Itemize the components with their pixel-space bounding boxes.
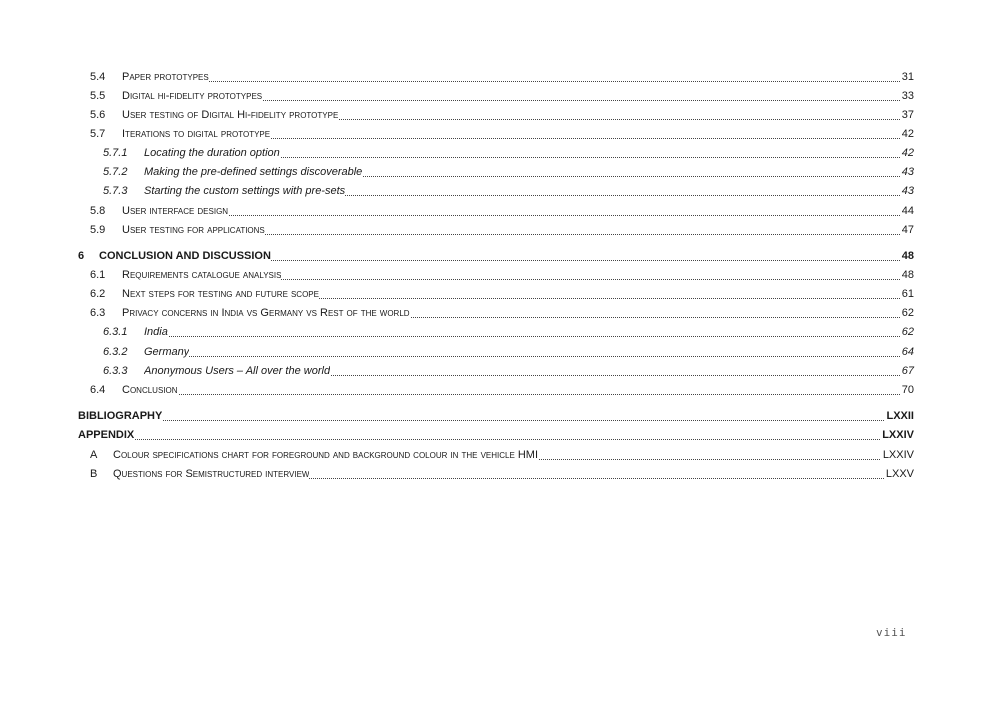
toc-entry-page: 48 [901,250,914,262]
toc-entry[interactable] [0,383,1000,399]
toc-entry-page: 37 [901,109,914,121]
toc-entry[interactable] [0,89,1000,105]
toc-entry-number: B [90,468,98,480]
dot-leader [122,394,912,395]
toc-entry-number: 6.3.3 [103,365,128,377]
toc-entry-number: 5.5 [90,90,106,102]
toc-entry-page: 62 [901,326,914,338]
toc-entry-title: User testing of Digital Hi-fidelity prototype [122,109,339,121]
toc-entry[interactable] [0,325,1000,341]
toc-entry-number: 5.4 [90,71,106,83]
toc-entry-page: 42 [901,147,914,159]
toc-entry-title: Germany [144,346,190,358]
toc-entry-title: APPENDIX [78,429,135,441]
toc-entry-title: BIBLIOGRAPHY [78,410,163,422]
toc-entry-title: Anonymous Users – All over the world [144,365,331,377]
toc-entry-page: LXXII [886,410,914,422]
toc-entry-title: Requirements catalogue analysis [122,269,282,281]
toc-entry[interactable] [0,467,1000,483]
toc-entry-number: 6.3.1 [103,326,128,338]
toc-entry-page: LXXIV [882,449,914,461]
toc-entry-title: Privacy concerns in India vs Germany vs Rest of the world [122,307,410,319]
toc-entry-page: 64 [901,346,914,358]
page-number: viii [876,626,907,639]
toc-entry-page: 44 [901,205,914,217]
toc-entry-number: 5.7.1 [103,147,128,159]
toc-entry-title: Conclusion [122,384,178,396]
toc-entry-page: LXXIV [882,429,914,441]
toc-entry-number: 6 [78,250,85,262]
toc-entry-number: 6.4 [90,384,106,396]
toc-entry-title: CONCLUSION AND DISCUSSION [99,250,271,262]
dot-leader [78,420,912,421]
toc-entry-page: 47 [901,224,914,236]
toc-entry[interactable] [0,249,1000,265]
toc-entry[interactable] [0,127,1000,143]
dot-leader [144,336,912,337]
toc-entry-page: 48 [901,269,914,281]
toc-entry[interactable] [0,448,1000,464]
toc-entry-title: India [144,326,168,338]
toc-entry-page: 42 [901,128,914,140]
toc-entry-title: Locating the duration option [144,147,280,159]
dot-leader [144,356,912,357]
toc-entry-page: 67 [901,365,914,377]
toc-entry-title: Digital hi-fidelity prototypes [122,90,263,102]
toc-entry-number: 5.7.2 [103,166,128,178]
toc-entry-number: A [90,449,98,461]
toc-entry[interactable] [0,146,1000,162]
toc-entry[interactable] [0,428,1000,444]
toc-entry-number: 5.7 [90,128,106,140]
toc-entry-number: 6.1 [90,269,106,281]
toc-entry-title: User testing for applications [122,224,265,236]
toc-entry-title: Paper prototypes [122,71,209,83]
toc-entry-title: Next steps for testing and future scope [122,288,319,300]
toc-entry-page: 43 [901,166,914,178]
toc-entry-title: Starting the custom settings with pre-sets [144,185,346,197]
toc-entry-number: 6.3 [90,307,106,319]
toc-entry[interactable] [0,184,1000,200]
toc-entry-number: 6.3.2 [103,346,128,358]
toc-entry[interactable] [0,268,1000,284]
toc-entry-page: LXXV [885,468,914,480]
toc-entry[interactable] [0,409,1000,425]
toc-entry[interactable] [0,70,1000,86]
toc-entry[interactable] [0,204,1000,220]
toc-entry[interactable] [0,345,1000,361]
toc-entry-number: 5.8 [90,205,106,217]
toc-entry-number: 5.6 [90,109,106,121]
toc-entry[interactable] [0,108,1000,124]
toc-entry-page: 62 [901,307,914,319]
toc-entry-page: 70 [901,384,914,396]
toc-entry-number: 6.2 [90,288,106,300]
toc-entry[interactable] [0,223,1000,239]
toc-entry-title: Questions for Semistructured interview [113,468,310,480]
dot-leader [78,439,912,440]
dot-leader [122,81,912,82]
toc-entry[interactable] [0,306,1000,322]
toc-entry-page: 31 [901,71,914,83]
toc-entry[interactable] [0,165,1000,181]
toc-entry[interactable] [0,364,1000,380]
toc-entry-title: Iterations to digital prototype [122,128,271,140]
toc-entry-page: 43 [901,185,914,197]
toc-entry-title: Making the pre-defined settings discoverable [144,166,363,178]
toc-entry-page: 61 [901,288,914,300]
toc-entry-page: 33 [901,90,914,102]
toc-entry-title: User interface design [122,205,229,217]
dot-leader [122,215,912,216]
toc-entry-number: 5.9 [90,224,106,236]
toc-entry-number: 5.7.3 [103,185,128,197]
toc-entry-title: Colour specifications chart for foreground and background colour in the vehicle HMI [113,449,539,461]
toc-entry[interactable] [0,287,1000,303]
